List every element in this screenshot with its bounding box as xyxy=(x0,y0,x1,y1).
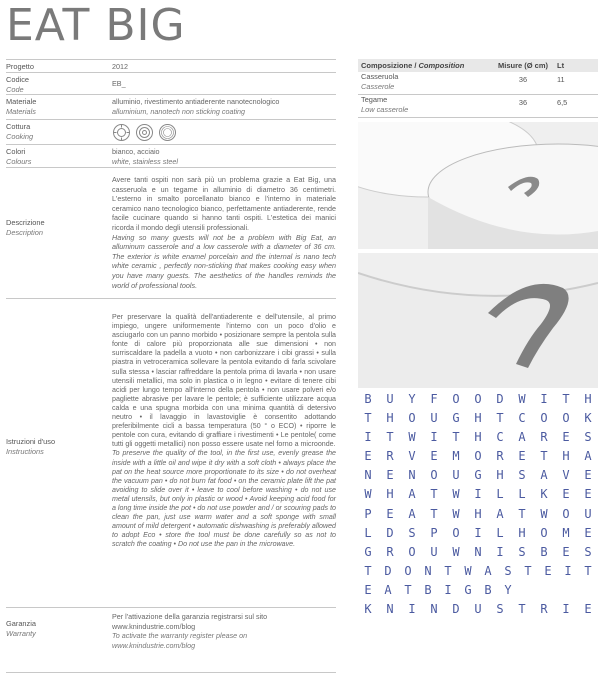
composition-table xyxy=(358,59,598,118)
page-title: EAT BIG xyxy=(6,0,186,51)
instructions-value: Per preservare la qualità dell'antiaderente e dell'utensile, al primo impiego, ungere uniformemente l'interno con un poco d'olio e asciugarlo con un panno morbido • posizionare sempre la pentola sulla fonte di calore più proporzionata alle sue dimensioni • non surriscaldare la padella a vuoto • non carbonizzare i cibi grassi • sulla piastra in vetroceramica sollevare la pentola evitando di farla scivolare sulla stessa • lasciar raffreddare la pentola prima di lavarla • non usare utensili metallici, ma solo in plastica o in legno • evitare di tenere cibi acidi per lungo tempo all'interno della pentola • non usare polveri e/o pagliette abrasive per lavare le pentole; è sufficiente utilizzare acqua calda e una spugna morbida con una minima quantità di detersivo neutro • il lavaggio in lavastoviglie è consentito adottando preferibilmente cicli a bassa temperatura (50 ° o ECO) • riporre le pentole con cura, evitando di graffiare i rivestimenti • Le pentole( come tutti gli oggetti metallici) non posso essere usate nel forno a microonde. To preserve the quality of the tool, in the first use, evenly grease the inside with a little oil and wipe it dry with a soft cloth • always place the pat on the heat source more proportionate to its size • do not overheat the vacuum pan • do not burn fat food • on the ceramic plate lift the pat avoiding to slide over it • leave to cool before washing • do not use metal utensils, but only in plastic or wood • Avoid keeping acid food for a long time inside the pot • do not use powder and / or scouring pads to clean the pan, just use warm water and a soft sponge with small amount of mild detergent • automatic dishwashing is preferably allowed to adopt Eco • store the tool must be done carefully so as not to scratch the coating • Do not use the pan in the microwave. xyxy=(112,313,336,549)
word-grid-letter: K xyxy=(540,487,548,502)
word-grid-letter: U xyxy=(386,392,394,406)
word-grid-letter: I xyxy=(496,544,504,559)
word-grid-letter: H xyxy=(386,487,394,502)
word-grid-letter: E xyxy=(584,487,592,502)
word-grid-letter: R xyxy=(496,449,504,464)
word-grid-letter: W xyxy=(452,487,460,502)
colours-value: bianco, acciaio white, stainless steel xyxy=(112,147,178,166)
word-grid-letter: A xyxy=(496,506,504,521)
warranty-value: Per l'attivazione della garanzia registrarsi sul sito www.knindustrie.com/blog To activate the warranty register please on www.knindustrie.com/blog xyxy=(112,608,336,672)
word-grid-letter: G xyxy=(464,582,472,597)
word-grid-letter: O xyxy=(452,392,460,406)
gas-icon xyxy=(112,123,131,142)
word-grid-letter: N xyxy=(474,544,482,559)
word-grid-row xyxy=(358,409,598,428)
word-grid-letter: T xyxy=(584,563,592,578)
word-grid-letter: H xyxy=(584,392,592,406)
word-grid-letter: W xyxy=(452,506,460,521)
word-grid-row xyxy=(358,485,598,504)
word-grid-letter: V xyxy=(562,468,570,483)
word-grid-row xyxy=(358,447,598,466)
word-grid-letter: T xyxy=(430,506,438,521)
word-grid-letter: M xyxy=(452,449,460,464)
word-grid-letter: W xyxy=(408,430,416,445)
word-grid-letter: L xyxy=(364,525,372,540)
cooking-icons xyxy=(112,120,336,144)
word-grid-letter: S xyxy=(518,544,526,559)
word-grid-letter: B xyxy=(540,544,548,559)
word-grid-letter: E xyxy=(430,449,438,464)
word-grid-letter: M xyxy=(562,525,570,540)
word-grid-letter: N xyxy=(364,468,372,483)
project-value: 2012 xyxy=(112,62,128,71)
word-grid-letter: T xyxy=(386,430,394,445)
word-grid-letter: I xyxy=(430,430,438,445)
materials-label: Materiale Materials xyxy=(6,97,37,116)
word-grid-letter: T xyxy=(452,430,460,445)
spec-row-colours xyxy=(6,144,336,167)
word-grid-letter: T xyxy=(524,563,532,578)
word-grid-letter: C xyxy=(518,411,526,426)
word-grid-letter: D xyxy=(452,602,460,617)
word-grid-letter: O xyxy=(408,544,416,559)
word-grid-letter: E xyxy=(364,582,372,597)
word-grid-letter: U xyxy=(430,411,438,426)
spec-row-description xyxy=(6,167,336,298)
word-grid-letter: G xyxy=(364,544,372,559)
spec-row-code xyxy=(6,72,336,94)
table-row: Casseruola Casserole 36 11 xyxy=(358,72,598,95)
word-grid-letter: H xyxy=(474,411,482,426)
word-grid-letter: O xyxy=(474,392,482,406)
word-grid-letter: O xyxy=(562,506,570,521)
word-grid-letter: G xyxy=(452,411,460,426)
word-grid-letter: E xyxy=(584,602,592,617)
word-grid-letter: O xyxy=(474,449,482,464)
word-grid-letter: O xyxy=(430,468,438,483)
word-grid-letter: P xyxy=(430,525,438,540)
warranty-link[interactable]: www.knindustrie.com/blog xyxy=(112,621,196,631)
word-grid-letter: E xyxy=(364,449,372,464)
word-grid-letter: O xyxy=(452,525,460,540)
word-grid-letter: L xyxy=(496,525,504,540)
word-grid-letter: L xyxy=(518,487,526,502)
word-grid-letter: B xyxy=(424,582,432,597)
word-grid-letter: O xyxy=(404,563,412,578)
word-grid-letter: O xyxy=(540,525,548,540)
word-grid-letter: H xyxy=(496,468,504,483)
word-grid-letter: A xyxy=(584,449,592,464)
word-grid-letter: O xyxy=(562,411,570,426)
spec-table xyxy=(6,59,336,673)
code-value: EB_ xyxy=(112,79,126,88)
spec-row-instructions xyxy=(6,298,336,607)
word-grid-letter: T xyxy=(404,582,412,597)
word-grid-letter: I xyxy=(444,582,452,597)
word-grid-letter: R xyxy=(540,430,548,445)
word-grid-letter: E xyxy=(562,487,570,502)
word-grid-letter: O xyxy=(540,411,548,426)
word-grid-letter: S xyxy=(584,544,592,559)
spec-row-cooking xyxy=(6,119,336,144)
word-grid xyxy=(358,390,598,696)
word-grid-letter: N xyxy=(386,602,394,617)
materials-value: alluminio, rivestimento antiaderente nanotecnologico alluminium, nanotech non sticking coating xyxy=(112,97,280,116)
word-grid-letter: U xyxy=(430,544,438,559)
word-grid-letter: A xyxy=(540,468,548,483)
word-grid-letter: U xyxy=(474,602,482,617)
spec-row-warranty xyxy=(6,607,336,673)
word-grid-letter: E xyxy=(518,449,526,464)
warranty-label: Garanzia Warranty xyxy=(6,619,36,638)
word-grid-letter: I xyxy=(364,430,372,445)
word-grid-letter: O xyxy=(408,411,416,426)
word-grid-letter: T xyxy=(364,411,372,426)
word-grid-letter: I xyxy=(562,602,570,617)
word-grid-letter: K xyxy=(584,411,592,426)
word-grid-letter: C xyxy=(496,430,504,445)
word-grid-row xyxy=(358,543,598,562)
word-grid-letter: U xyxy=(584,506,592,521)
word-grid-letter: E xyxy=(562,430,570,445)
word-grid-letter: T xyxy=(562,392,570,406)
word-grid-letter: D xyxy=(386,525,394,540)
word-grid-letter: A xyxy=(408,506,416,521)
word-grid-row xyxy=(358,600,598,619)
spec-row-project xyxy=(6,59,336,72)
word-grid-letter: A xyxy=(408,487,416,502)
word-grid-letter: V xyxy=(408,449,416,464)
word-grid-letter: A xyxy=(484,563,492,578)
spec-row-materials xyxy=(6,94,336,119)
word-grid-letter: W xyxy=(464,563,472,578)
warranty-link-en[interactable]: www.knindustrie.com/blog xyxy=(112,640,196,650)
word-grid-letter: W xyxy=(452,544,460,559)
word-grid-letter: E xyxy=(562,544,570,559)
word-grid-letter: E xyxy=(544,563,552,578)
word-grid-letter: T xyxy=(364,563,372,578)
word-grid-letter: I xyxy=(408,602,416,617)
word-grid-letter: G xyxy=(474,468,482,483)
word-grid-letter: I xyxy=(564,563,572,578)
word-grid-letter: L xyxy=(496,487,504,502)
word-grid-letter: T xyxy=(430,487,438,502)
word-grid-letter: T xyxy=(444,563,452,578)
word-grid-letter: D xyxy=(384,563,392,578)
word-grid-row xyxy=(358,524,598,543)
word-grid-row xyxy=(358,390,598,409)
code-label: Codice Code xyxy=(6,75,30,94)
word-grid-letter: E xyxy=(584,525,592,540)
word-grid-row xyxy=(358,466,598,485)
word-grid-letter: I xyxy=(540,392,548,406)
word-grid-letter: B xyxy=(364,392,372,406)
word-grid-row xyxy=(358,562,598,581)
word-grid-letter: W xyxy=(540,506,548,521)
word-grid-letter: S xyxy=(518,468,526,483)
word-grid-letter: E xyxy=(386,506,394,521)
word-grid-letter: F xyxy=(430,392,438,406)
ceramic-hob-icon xyxy=(158,123,177,142)
word-grid-letter: A xyxy=(518,430,526,445)
word-grid-row xyxy=(358,428,598,447)
word-grid-letter: B xyxy=(484,582,492,597)
word-grid-letter: Y xyxy=(408,392,416,406)
word-grid-letter: D xyxy=(496,392,504,406)
word-grid-letter: I xyxy=(474,487,482,502)
word-grid-row xyxy=(358,581,598,600)
word-grid-letter: Y xyxy=(504,582,512,597)
word-grid-letter: P xyxy=(364,506,372,521)
word-grid-letter: I xyxy=(474,525,482,540)
word-grid-letter: H xyxy=(562,449,570,464)
word-grid-letter: T xyxy=(496,411,504,426)
word-grid-letter: H xyxy=(518,525,526,540)
word-grid-letter: N xyxy=(408,468,416,483)
colours-label: Colori Colours xyxy=(6,147,32,166)
table-row: Tegame Low casserole 36 6,5 xyxy=(358,95,598,118)
word-grid-letter: E xyxy=(584,468,592,483)
word-grid-letter: T xyxy=(518,506,526,521)
instructions-label: Istruzioni d'uso Instructions xyxy=(6,437,56,456)
word-grid-letter: R xyxy=(386,544,394,559)
word-grid-letter: S xyxy=(408,525,416,540)
electric-icon xyxy=(135,123,154,142)
word-grid-letter: R xyxy=(386,449,394,464)
word-grid-letter: K xyxy=(364,602,372,617)
word-grid-letter: T xyxy=(518,602,526,617)
cooking-label: Cottura Cooking xyxy=(6,122,34,141)
word-grid-letter: E xyxy=(386,468,394,483)
description-label: Descrizione Description xyxy=(6,218,45,237)
description-value: Avere tanti ospiti non sarà più un problema grazie a Eat Big, una casseruola e un tegame in alluminio di diametro 36 centimetri. L'esterno in smalto porcellanato bianco e l'interno in materiale ceramico nano tecnologico bianco, perfettamente antiaderente, rende facile cucinare quando si hanno tanti ospiti. L'estetica dei manici ricorda il mondo degli utensili professionali. Having so many guests will not be a problem with Big Eat, an alluminum casserole and a low casserole with a diameter of 36 cm. The exterior is white enamel porcelain and the internal is nano tech white ceramic , perfectly non-sticking that makes cooking easy when you have many guests. The aesthetics of the handles reminds the world of professional tools. xyxy=(112,175,336,290)
word-grid-letter: N xyxy=(424,563,432,578)
project-label: Progetto xyxy=(6,62,34,71)
word-grid-letter: S xyxy=(584,430,592,445)
word-grid-row xyxy=(358,505,598,524)
product-photo-casseroles xyxy=(358,122,598,249)
word-grid-letter: T xyxy=(540,449,548,464)
word-grid-letter: U xyxy=(452,468,460,483)
word-grid-letter: S xyxy=(504,563,512,578)
composition-header: Composizione / Composition Misure (Ø cm) Lt xyxy=(358,59,598,72)
word-grid-letter: H xyxy=(386,411,394,426)
word-grid-letter: S xyxy=(496,602,504,617)
word-grid-letter: H xyxy=(474,430,482,445)
word-grid-letter: N xyxy=(430,602,438,617)
word-grid-letter: W xyxy=(518,392,526,406)
word-grid-letter: R xyxy=(540,602,548,617)
word-grid-letter: A xyxy=(384,582,392,597)
word-grid-letter: H xyxy=(474,506,482,521)
word-grid-letter: W xyxy=(364,487,372,502)
product-photo-handle xyxy=(358,253,598,388)
